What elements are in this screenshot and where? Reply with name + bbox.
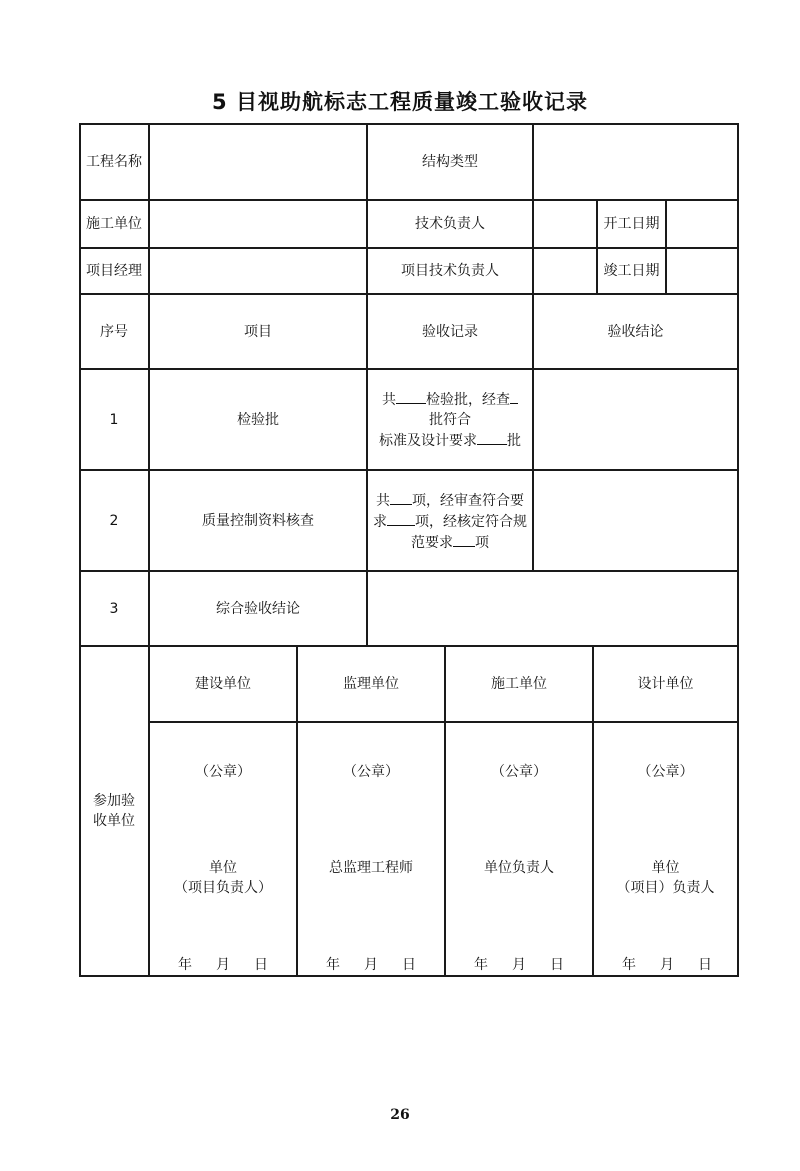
row-1-seq: 1 [109,412,119,428]
project-name-field[interactable] [150,124,366,200]
page-number: 26 [390,1107,410,1123]
project-name-label: 工程名称 [86,154,142,170]
row-1-conclusion-field[interactable] [534,370,737,470]
row-2-seq: 2 [109,513,119,529]
date-month: 月 [512,957,526,973]
column-header-item: 项目 [244,324,272,340]
start-date-label: 开工日期 [603,215,660,232]
date-year: 年 [178,957,192,973]
row-2-record: 共 项，经审查符合要 求 项，经核定符合规 范要求 项 [368,471,532,571]
date-day: 日 [698,957,712,973]
date-month: 月 [216,957,230,973]
unit-name: 建设单位 [195,676,251,692]
signer-label: （项目）负责人 [616,880,715,896]
date-year: 年 [474,957,488,973]
completion-date-label: 竣工日期 [603,263,660,279]
column-header-seq: 序号 [100,324,128,340]
date-month: 月 [364,957,378,973]
official-seal-label: （公章） [637,764,694,780]
completion-date-field[interactable] [667,248,737,294]
structure-type-field[interactable] [534,124,737,200]
official-seal-label: （公章） [195,764,251,780]
construction-unit-field[interactable] [150,200,366,247]
signer-label: 单位 [651,860,680,876]
unit-name: 监理单位 [343,676,399,692]
row-2-item: 质量控制资料核查 [202,513,314,529]
row-1-record: 共 检验批，经查 批符合 标准及设计要求 批 [368,370,532,470]
structure-type-label: 结构类型 [422,154,478,170]
official-seal-label: （公章） [491,764,547,780]
official-seal-label: （公章） [343,764,399,780]
project-tech-lead-field[interactable] [534,248,596,294]
date-day: 日 [550,957,564,973]
row-3-conclusion-field[interactable] [368,572,737,646]
project-manager-label: 项目经理 [86,263,142,279]
signer-label: （项目负责人） [174,880,272,896]
date-month: 月 [660,957,674,973]
tech-lead-label: 技术负责人 [415,215,485,232]
signer-label: 单位 [209,860,237,876]
project-manager-field[interactable] [150,248,366,294]
signer-label: 总监理工程师 [329,860,413,876]
column-header-conclusion: 验收结论 [607,324,664,340]
row-3-seq: 3 [109,601,119,617]
tech-lead-field[interactable] [534,200,596,247]
date-day: 日 [254,957,268,973]
signer-label: 单位负责人 [484,860,554,876]
date-day: 日 [402,957,416,973]
date-year: 年 [326,957,340,973]
column-header-record: 验收记录 [422,324,478,340]
project-tech-lead-label: 项目技术负责人 [401,263,499,279]
row-1-item: 检验批 [237,412,279,428]
unit-name: 设计单位 [637,676,694,692]
start-date-field[interactable] [667,200,737,247]
date-year: 年 [622,957,636,973]
participants-label: 参加验收单位 [93,793,135,829]
document-title: 5 目视助航标志工程质量竣工验收记录 [212,90,588,114]
unit-name: 施工单位 [491,676,547,692]
row-2-conclusion-field[interactable] [534,471,737,571]
row-3-item: 综合验收结论 [216,601,300,617]
construction-unit-label: 施工单位 [86,215,142,232]
